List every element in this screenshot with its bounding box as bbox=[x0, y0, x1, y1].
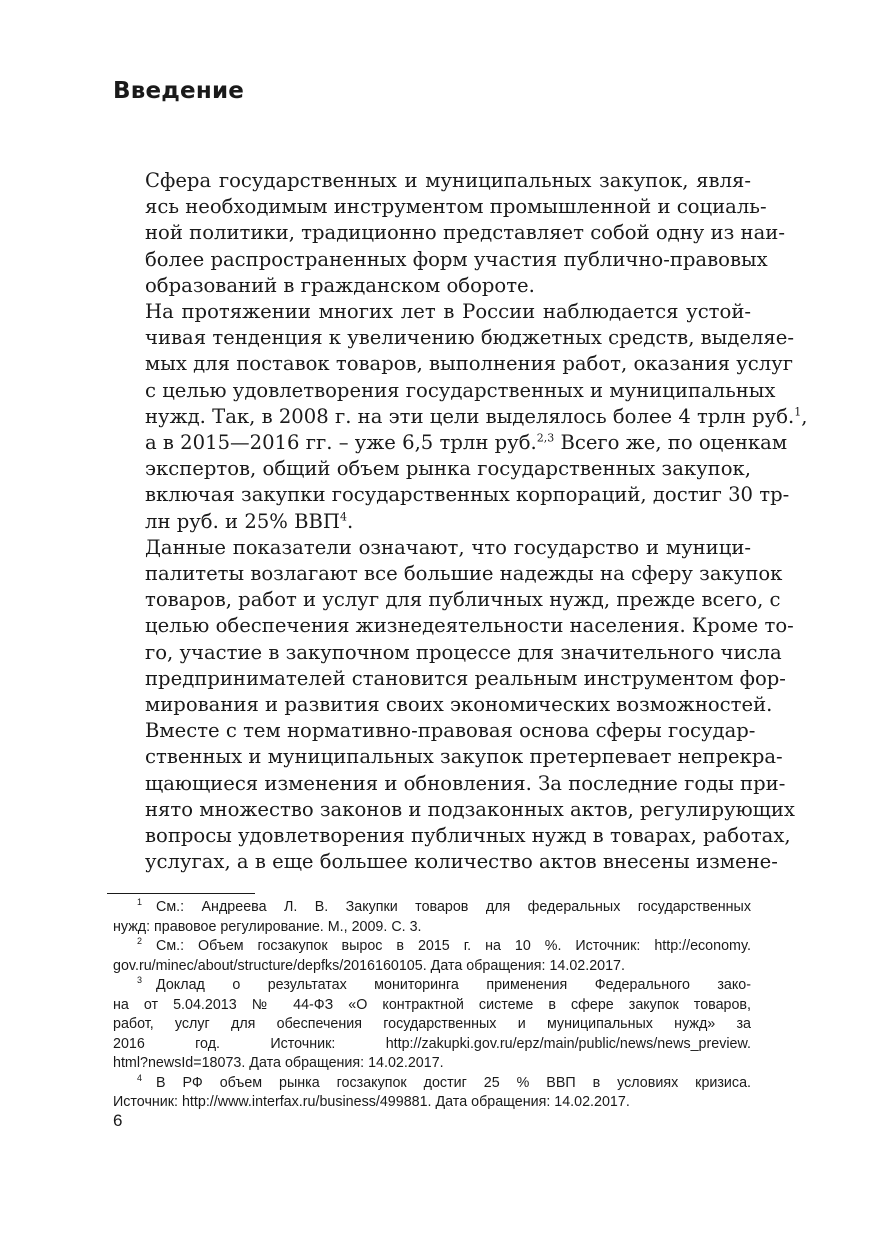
footnote-line bbox=[113, 996, 751, 1016]
line-text: ной политики, традиционно представляет собой одну из наи- bbox=[145, 221, 785, 245]
footnote bbox=[113, 976, 751, 1074]
footnote-line bbox=[113, 898, 751, 918]
line-text: Вместе с тем нормативно-правовая основа сферы государ- bbox=[145, 719, 756, 743]
footnote-reference[interactable]: 1 bbox=[794, 405, 802, 419]
text-line bbox=[113, 666, 786, 692]
text-line bbox=[113, 613, 794, 639]
footnote bbox=[113, 898, 751, 937]
line-text-after: , bbox=[801, 404, 808, 428]
paragraph bbox=[113, 168, 785, 299]
footnote-text: См.: Андреева Л. В. Закупки товаров для федеральных государственных bbox=[156, 899, 751, 915]
text-line bbox=[113, 325, 794, 351]
footnote-line bbox=[113, 918, 751, 938]
line-text: включая закупки государственных корпораций, достиг 30 тр- bbox=[145, 483, 790, 507]
footnote-separator bbox=[107, 893, 255, 894]
footnote-reference[interactable]: 2,3 bbox=[536, 431, 555, 445]
text-line bbox=[113, 482, 790, 508]
line-text: Данные показатели означают, что государство и муници- bbox=[145, 535, 751, 559]
footnote-text: Доклад о результатах мониторинга применения Федерального зако- bbox=[156, 977, 751, 993]
text-line bbox=[113, 430, 788, 456]
line-text: мирования и развития своих экономических возможностей. bbox=[145, 693, 773, 717]
text-line bbox=[113, 404, 808, 430]
text-line bbox=[113, 771, 786, 797]
text-line bbox=[113, 587, 781, 613]
paragraph bbox=[113, 299, 808, 535]
footnote-number: 4 bbox=[137, 1072, 143, 1083]
text-line bbox=[113, 273, 751, 299]
footnote-text: нужд: правовое регулирование. М., 2009. С. 3. bbox=[113, 918, 422, 935]
text-line bbox=[113, 351, 793, 377]
text-line bbox=[113, 797, 795, 823]
line-text: ясь необходимым инструментом промышленной и социаль- bbox=[145, 195, 767, 219]
text-line bbox=[113, 168, 751, 194]
footnote-text: работ, услуг для обеспечения государственных и муниципальных нужд» за bbox=[113, 1016, 751, 1032]
text-line bbox=[113, 535, 751, 561]
line-text: мых для поставок товаров, выполнения работ, оказания услуг bbox=[145, 352, 793, 376]
line-text: нято множество законов и подзаконных актов, регулирующих bbox=[145, 797, 795, 821]
footnote-number: 1 bbox=[137, 897, 143, 908]
footnote bbox=[113, 937, 751, 976]
footnote-line bbox=[113, 1035, 751, 1055]
text-line bbox=[113, 509, 751, 535]
text-line bbox=[113, 561, 783, 587]
footnote-number: 2 bbox=[137, 936, 143, 947]
line-text: а в 2015—2016 гг. – уже 6,5 трлн руб. bbox=[145, 431, 537, 455]
line-text: щающиеся изменения и обновления. За последние годы при- bbox=[145, 771, 786, 795]
text-line bbox=[113, 194, 767, 220]
footnote-text: Источник: http://www.interfax.ru/business/499881. Дата обращения: 14.02.2017. bbox=[113, 1094, 630, 1110]
text-line bbox=[113, 849, 778, 875]
text-line bbox=[113, 299, 751, 325]
footnote-text: См.: Объем госзакупок вырос в 2015 г. на 10 %. Источник: http://economy. bbox=[156, 938, 751, 954]
text-line bbox=[113, 378, 776, 404]
main-text bbox=[113, 168, 808, 875]
footnote-reference[interactable]: 4 bbox=[340, 510, 348, 524]
footnote-line bbox=[113, 976, 751, 996]
footnotes bbox=[113, 898, 751, 1113]
footnote-text: В РФ объем рынка госзакупок достиг 25 % ВВП в условиях кризиса. bbox=[156, 1074, 751, 1091]
text-line bbox=[113, 220, 785, 246]
text-line bbox=[113, 640, 782, 666]
footnote-line bbox=[113, 957, 751, 977]
line-text-after: . bbox=[347, 509, 354, 533]
line-text: с целью удовлетворения государственных и муниципальных bbox=[145, 378, 776, 402]
footnote-text: 2016 год. Источник: http://zakupki.gov.ru/epz/main/public/news/news_preview. bbox=[113, 1035, 751, 1052]
line-text-after: Всего же, по оценкам bbox=[554, 431, 788, 455]
line-text: го, участие в закупочном процессе для значительного числа bbox=[145, 640, 782, 664]
line-text: товаров, работ и услуг для публичных нужд, прежде всего, с bbox=[145, 588, 781, 612]
text-line bbox=[113, 823, 791, 849]
line-text: ственных и муниципальных закупок претерпевает непрекра- bbox=[145, 745, 783, 769]
page-number: 6 bbox=[113, 1111, 123, 1130]
line-text: экспертов, общий объем рынка государственных закупок, bbox=[145, 457, 751, 481]
line-text: лн руб. и 25% ВВП bbox=[145, 509, 341, 533]
footnote-text: gov.ru/minec/about/structure/depfks/2016160105. Дата обращения: 14.02.2017. bbox=[113, 957, 625, 974]
footnote-text: html?newsId=18073. Дата обращения: 14.02.2017. bbox=[113, 1055, 444, 1071]
footnote bbox=[113, 1074, 751, 1113]
text-line bbox=[113, 456, 751, 482]
footnote-number: 3 bbox=[137, 975, 143, 986]
paragraph bbox=[113, 535, 794, 718]
line-text: более распространенных форм участия публично-правовых bbox=[145, 247, 768, 271]
line-text: услугах, а в еще большее количество актов внесены измене- bbox=[145, 850, 778, 874]
footnote-text: на от 5.04.2013 № 44-ФЗ «О контрактной системе в сфере закупок товаров, bbox=[113, 996, 751, 1013]
line-text: На протяжении многих лет в России наблюдается устой- bbox=[145, 300, 751, 324]
text-line bbox=[113, 247, 768, 273]
line-text: Сфера государственных и муниципальных закупок, явля- bbox=[145, 169, 751, 192]
text-line bbox=[113, 718, 756, 744]
paragraph bbox=[113, 718, 795, 875]
footnote-line bbox=[113, 1015, 751, 1035]
section-heading: Введение bbox=[113, 78, 245, 104]
footnote-line bbox=[113, 1093, 751, 1113]
line-text: предпринимателей становится реальным инструментом фор- bbox=[145, 666, 786, 690]
line-text: целью обеспечения жизнедеятельности населения. Кроме то- bbox=[145, 614, 794, 638]
line-text: палитеты возлагают все большие надежды на сферу закупок bbox=[145, 562, 783, 586]
footnote-line bbox=[113, 937, 751, 957]
line-text: вопросы удовлетворения публичных нужд в товарах, работах, bbox=[145, 824, 791, 848]
text-line bbox=[113, 744, 783, 770]
line-text: нужд. Так, в 2008 г. на эти цели выделялось более 4 трлн руб. bbox=[145, 404, 795, 428]
line-text: чивая тенденция к увеличению бюджетных средств, выделяе- bbox=[145, 326, 794, 350]
footnote-line bbox=[113, 1054, 751, 1074]
line-text: образований в гражданском обороте. bbox=[145, 273, 535, 297]
footnote-line bbox=[113, 1074, 751, 1094]
text-line bbox=[113, 692, 773, 718]
